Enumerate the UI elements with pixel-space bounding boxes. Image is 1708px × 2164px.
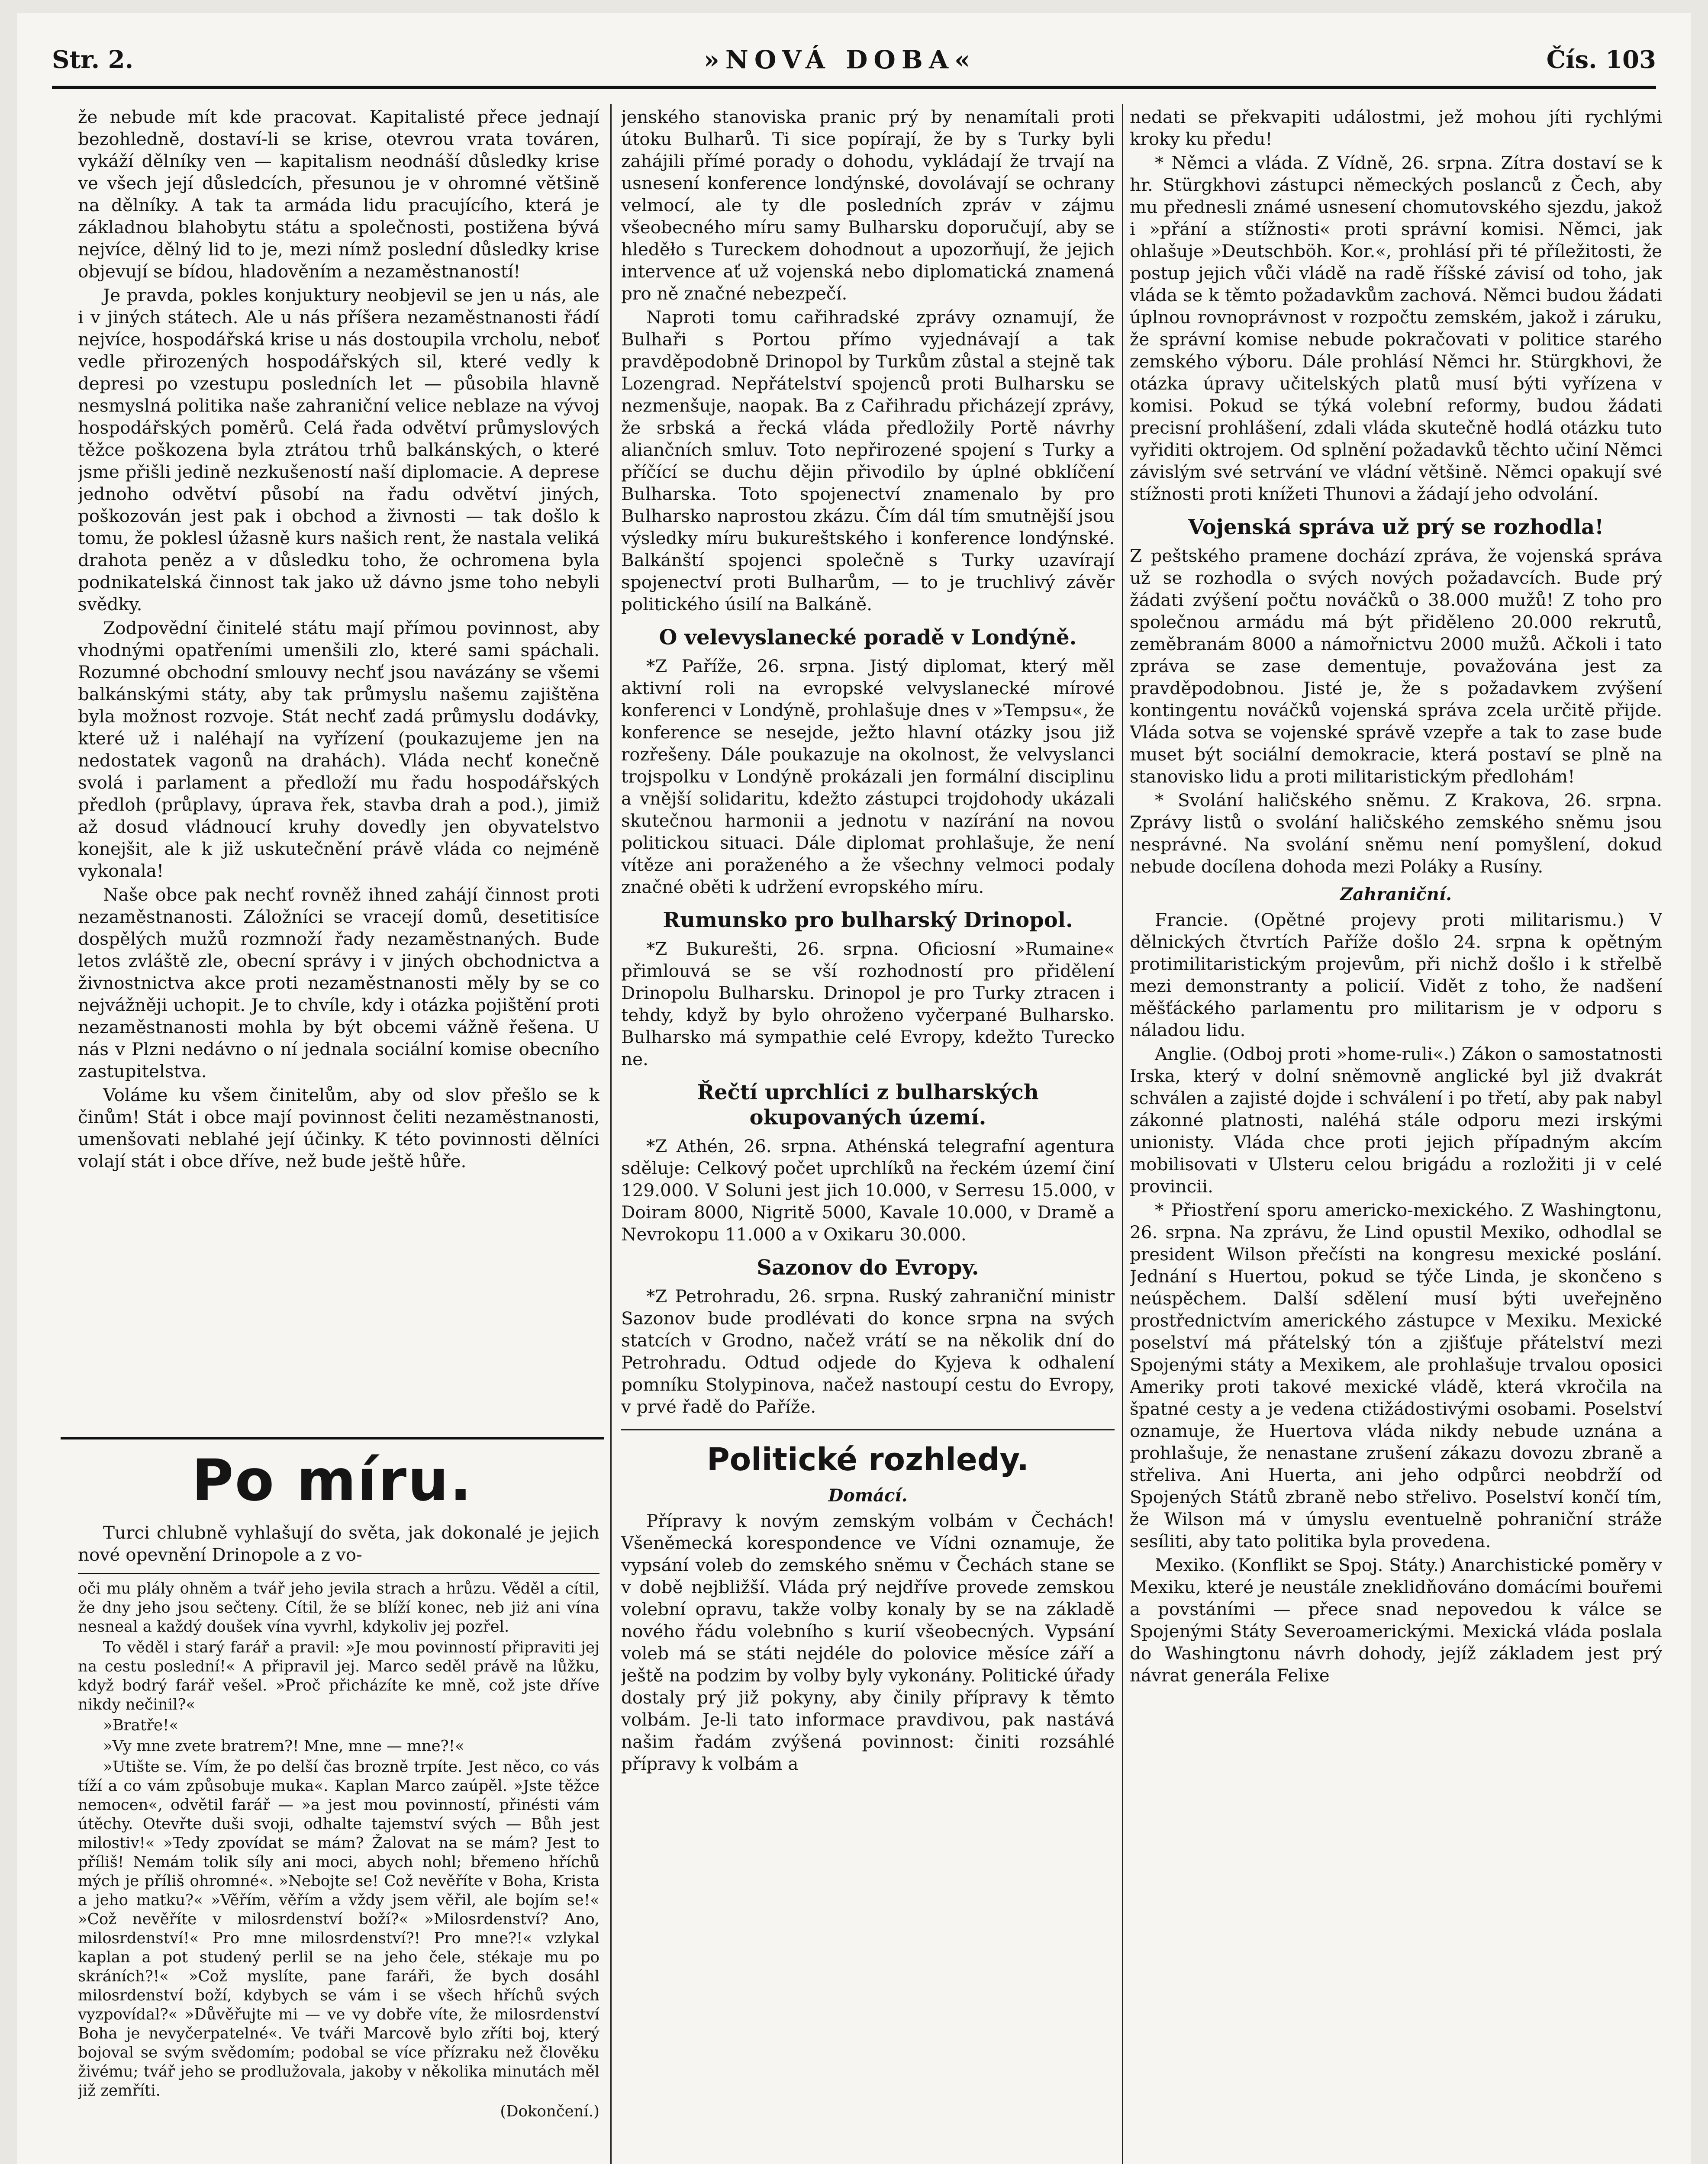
article-paragraph: že nebude mít kde pracovat. Kapitalisté přece jednají bezohledně, dostaví-li se krise, otevrou vrata továren, vykáží dělníky ven — kapitalism neodnáší důsledky krise ve všech její důsledcích, přesunou je v ohromné většině na dělníky. A tak ta armáda lidu pracujícího, která je základnou blahobytu státu a společnosti, postižena bývá nejvíce, dělný lid to je, mezi nímž poslední důsledky krise objevují se bídou, hladověním a nezaměstnaností! bbox=[78, 106, 599, 282]
section-rule bbox=[61, 1437, 604, 1439]
feuilleton-section bbox=[61, 1437, 604, 2164]
article-paragraph: Zodpovědní činitelé státu mají přímou povinnost, aby vhodnými opatřeními umenšili zlo, které sami spáchali. Rozumné obchodní smlouvy nechť jsou navázány se všemi balkánskými státy, aby tak průmyslu našemu zajištěna byla možnost rozvoje. Stát nechť zadá průmyslu dodávky, které už i naléhají na vyřízení (poukazujeme jen na nedostatek vagonů na drahách). Vláda nechť konečně svolá i parlament a předloží mu řadu hospodářských předloh (průplavy, úprava řek, stavba drah a pod.), jimiž až dosud vládnoucí kruhy dovedly jen obyvatelstvo konejšit, ale k již uskutečnění právě vláda co nejméně vykonala! bbox=[78, 618, 599, 881]
story-paragraph: To věděl i starý farář a pravil: »Je mou povinností připraviti jej na cestu poslední!« A připravil jej. Marco seděl právě na lůžku, když bodrý farář vešel. »Proč přicházíte ke mně, což jste dříve nikdy nečinil?« bbox=[78, 1639, 599, 1713]
newspaper-page bbox=[17, 13, 1691, 2164]
article-paragraph: *Z Athén, 26. srpna. Athénská telegrafní agentura sděluje: Celkový počet uprchlíků na řeckém území činí 129.000. V Soluni jest jich 10.000, v Serresu 15.000, v Doiram 8000, Nigritě 5000, Kavale 10.000, v Dramě a Nevrokopu 11.000 a v Oxikaru 30.000. bbox=[621, 1136, 1115, 1245]
section-rule bbox=[621, 1429, 1115, 1430]
article-paragraph: *Z Paříže, 26. srpna. Jistý diplomat, který měl aktivní roli na evropské velvyslanecké mírové konferenci v Londýně, prohlašuje dnes v »Tempsu«, že konference se nesejde, ježto hlavní otázky jsou již rozřešeny. Dále poukazuje na okolnost, že velvyslanci trojspolku v Londýně prokázali jen formální disciplinu a vnější solidaritu, kdežto zástupci trojdohody ukázali skutečnou harmonii a jednotu v nazírání na novou politickou situaci. Dále diplomat prohlašuje, že není vítěze ani poraženého a že všechny velmoci podaly značné oběti k udržení evropského míru. bbox=[621, 656, 1115, 897]
article-headline: Sazonov do Evropy. bbox=[757, 1256, 979, 1280]
feuilleton-story bbox=[78, 1579, 599, 2121]
issue-number: Čís. 103 bbox=[1546, 45, 1656, 74]
article-paragraph: Naproti tomu cařihradské zprávy oznamují, že Bulhaři s Portou přímo vyjednávají a tak pravděpodobně Drinopol by Turkům zůstal a stejně tak Lozengrad. Nepřátelství spojenců proti Bulharsku se nezmenšuje, naopak. Ba z Cařihradu přicházejí zprávy, že srbská a řecká vláda předložily Portě návrhy aliančních smluv. Toto nepřirozené spojení s Turky a příčící se duchu dějin přivodilo by úplné obklíčení Bulharska. Toto spojenectví znamenalo by pro Bulharsko naprostou zkázu. Čím dál tím smutnější jsou výsledky míru bukureštského i konference londýnské. Balkánští spojenci společně s Turky uzavírají spojenectví proti Bulharům, — to je truchlivý závěr politického úsilí na Balkáně. bbox=[621, 307, 1115, 615]
article-paragraph: Turci chlubně vyhlašují do světa, jak dokonalé je jejich nové opevnění Drinopole a z vo- bbox=[78, 1522, 599, 1565]
article-paragraph: nedati se překvapiti událostmi, jež mohou jíti rychlými kroky ku předu! bbox=[1130, 106, 1662, 149]
article-paragraph: *Z Petrohradu, 26. srpna. Ruský zahraniční ministr Sazonov bude prodlévati do konce srpna na svých statcích v Grodno, načež vrátí se na několik dní do Petrohradu. Odtud odjede do Kyjeva k odhalení pomníku Stolypinova, načež nastoupí cestu do Evropy, v prvé řadě do Paříže. bbox=[621, 1286, 1115, 1417]
article-paragraph: *Z Bukurešti, 26. srpna. Oficiosní »Rumaine« přimlouvá se se vší rozhodností pro přidělení Drinopolu Bulharsku. Drinopol je pro Turky ztracen i tehdy, když by bylo ohroženo vyčerpané Bulharsko. Bulharsko má sympathie celé Evropy, kdežto Turecko ne. bbox=[621, 938, 1115, 1069]
article-paragraph: Anglie. (Odboj proti »home-ruli«.) Zákon o samostatnosti Irska, který v dolní sněmovně anglické byl již dvakrát schválen a zajisté dojde i schválení i po třetí, aby pak nabyl zákonné platnosti, naléhá stále odporu mezi irskými unionisty. Vláda chce proti jejich případným akcím mobilisovati v Ulsteru celou brigádu a rozložiti ji v celé provincii. bbox=[1130, 1043, 1662, 1197]
masthead-title: »NOVÁ DOBA« bbox=[703, 45, 976, 74]
continuation-note: (Dokončení.) bbox=[500, 2103, 599, 2120]
article-paragraph: Z peštského pramene dochází zpráva, že vojenská správa už se rozhodla o svých nových požadavcích. Bude prý žádati zvýšení počtu nováčků o 38.000 mužů! Z toho pro společnou armádu má být přiděleno 20.000 rekrutů, zeměbranám 8000 a námořnictvu 2000 mužů. Ačkoli i tato zpráva se zase dementuje, považována jest za pravděpodobnou. Jisté je, že s požadavkem zvýšení kontingentu nováčků vojenská správa zcela určitě přijde. Vláda sotva se vojenské správě vzepře a tak to zase bude muset být sociální demokracie, která postaví se plně na stanovisko lidu a proti militaristickým předlohám! bbox=[1130, 545, 1662, 787]
column-divider bbox=[1122, 104, 1123, 2164]
story-paragraph: »Utište se. Vím, že po delší čas brozně trpíte. Jest něco, co vás tíží a co vám způsobuje muka«. Kaplan Marco zaúpěl. »Jste těžce nemocen«, odvětil farář — »a jest mou povinností, přinésti vám útěchy. Otevřte duši svoji, odhalte tajemství svých — Bůh jest milostiv!« »Tedy zpovídat se mám? Žalovat na se mám? Jest to příliš! Nemám tolik síly ani moci, abych nohl; břemeno hříchů mých je příliš ohromné«. »Nebojte se! Což nevěříte v Boha, Krista a jeho matku?« »Věřím, věřím a vždy jsem věřil, ale bojím se!« »Což nevěříte v milosrdenství boží?« »Milosrdenství? Ano, milosrdenství!« Pro mne milosrdenství?! Pro mne?!« vzlykal kaplan a pot studený perlil se na jeho čele, stékaje mu po skráních?!« »Což myslíte, pane faráři, že bych dosáhl milosrdenství boží, kdybych se vám i se všech hříchů svých vyzpovídal?« »Důvěřujte mi — ve vy dobře víte, že milosrdenství Boha je nevyčerpatelné«. Ve tváři Marcově bylo zříti boj, který bojoval se svým svědomím; podobal se více přízraku než člověku živému; tvář jeho se prodlužovala, jakoby v několika minutách měl již zemříti. bbox=[78, 1758, 599, 2100]
article-paragraph: Voláme ku všem činitelům, aby od slov přešlo se k činům! Stát i obce mají povinnost čeliti nezaměstnanosti, umenšovati neblahé její účinky. K této povinnosti dělníci volají stát i obce dříve, než bude ještě hůře. bbox=[78, 1085, 599, 1172]
column-right bbox=[1130, 106, 1662, 2164]
story-paragraph: »Vy mne zvete bratrem?! Mne, mne — mne?!« bbox=[103, 1737, 464, 1755]
feuilleton-title: Po míru. bbox=[191, 1447, 473, 1514]
feuilleton-body bbox=[78, 1522, 599, 2164]
article-paragraph: * Němci a vláda. Z Vídně, 26. srpna. Zítra dostaví se k hr. Stürgkhovi zástupci německých poslanců z Čech, aby mu přednesli známé usnesení chomutovského sjezdu, jakož i »přání a stížnosti« proti správní komisi. Němci, jak ohlašuje »Deutschböh. Kor.«, prohlásí při té příležitosti, že postup jejich vůči vládě na radě říšské závisí od toho, jak vláda se k těmto požadavkům zachová. Němci budou žádati úplnou rovnoprávnost v rozpočtu zemském, jakož i záruku, že správní komise nebude pokračovati v politice starého zemského výboru. Dále prohlásí Němci hr. Stürgkhovi, že otázka úpravy učitelských platů musí býti vyřízena v komisi. Pokud se týká volební reformy, budou žádati precisní prohlášení, zdali vláda skutečně hodlá otázku tuto vyřiditi oktrojem. Od splnění požadavků těchto učiní Němci závislým své setrvání ve vládní většině. Němci opakují své stížnosti proti knížeti Thunovi a žádají jeho odvolání. bbox=[1130, 152, 1662, 504]
article-headline: Řečtí uprchlíci z bulharských okupovaných území. bbox=[697, 1080, 1039, 1130]
story-paragraph: »Bratře!« bbox=[103, 1716, 179, 1734]
page-number: Str. 2. bbox=[52, 45, 134, 74]
article-paragraph: Je pravda, pokles konjuktury neobjevil se jen u nás, ale i v jiných státech. Ale u nás příšera nezaměstnanosti řádí nejvíce, hospodářská krise u nás dostoupila vrcholu, neboť vedle přirozených hospodářských sil, které vedly k depresi po vzestupu posledních let — působila hlavně nesmyslná politika naše zahraniční velice neblaze na vývoj hospodářských poměrů. Celá řada odvětví průmyslových těžce poškozena byla ztrátou trhů balkánských, o které jsme přišli jedině nezkušeností naší diplomacie. A deprese jednoho odvětví působí na řadu odvětví jiných, poškozován jest pak i obchod a živnosti — tak došlo k tomu, že poklesl úžasně kurs našich rent, že nastala veliká drahota peněz a v důsledku toho, že ochromena byla podnikatelská činnost tak jako už dávno jsme toho nebyli svědky. bbox=[78, 285, 599, 615]
column-middle bbox=[621, 106, 1115, 2164]
section-subheadline: Domácí. bbox=[828, 1485, 908, 1506]
article-paragraph: Naše obce pak nechť rovněž ihned zahájí činnost proti nezaměstnanosti. Záložníci se vracejí domů, desetitisíce dospělých mužů rozmnoží řady nezaměstnaných. Bude letos zvláště zle, obecní správy i v jiných obchodnictva a živnostnictva akce proti nezaměstnanosti měly by se co nejvážněji uchopit. Je to chvíle, kdy i otázka pojištění proti nezaměstnanosti mohla by být obcemi vážně řešena. U nás v Plzni nedávno o ní jednala sociální komise obecního zastupitelstva. bbox=[78, 884, 599, 1082]
article-paragraph: Mexiko. (Konflikt se Spoj. Státy.) Anarchistické poměry v Mexiku, které je neustále zneklidňováno domácími bouřemi a povstáními — přece snad nepovedou k válce se Spojenými Státy Severoamerickými. Mexická vláda poslala do Washingtonu návrh dohody, jejíž základem jest prý návrat generála Felixe bbox=[1130, 1555, 1662, 1686]
article-paragraph: * Svolání haličského sněmu. Z Krakova, 26. srpna. Zprávy listů o svolání haličského zemského sněmu jsou nesprávné. Na svolání sněmu není pomyšlení, dokud nebude docílena dohoda mezi Poláky a Rusíny. bbox=[1130, 790, 1662, 877]
article-headline: Vojenská správa už prý se rozhodla! bbox=[1188, 515, 1604, 539]
page-header bbox=[52, 39, 1656, 80]
header-rule bbox=[52, 86, 1656, 89]
section-rule bbox=[78, 1573, 599, 1574]
column-divider bbox=[610, 104, 612, 2164]
story-paragraph: oči mu plály ohněm a tvář jeho jevila strach a hrůzu. Věděl a cítil, že dny jeho jsou sečteny. Cítil, že se blíží konec, neb jiż ani vína nesneal a každý doušek vína vyvrhl, kdykoliv jej pozřel. bbox=[78, 1580, 599, 1636]
article-paragraph: Francie. (Opětné projevy proti militarismu.) V dělnických čtvrtích Paříže došlo 24. srpna k opětným protimilitaristickým projevům, při nichž došlo i k střelbě mezi demonstranty a policií. Vidět z toho, že nadšení měšťáckého parlamentu pro militarism je v odporu s náladou lidu. bbox=[1130, 909, 1662, 1040]
article-paragraph: Přípravy k novým zemským volbám v Čechách! Všeněmecká korespondence ve Vídni oznamuje, že vypsání voleb do zemského sněmu v Čechách stane se v době nejbližší. Vláda prý nejdříve provede zemskou volební opravu, takže volby konaly by se na základě nového řádu volebního s kurií všeobecných. Vypsání voleb má se státi nejdéle do polovice měsíce září a ještě na podzim by volby byly vykonány. Politické úřady dostaly prý již pokyny, aby činily přípravy k těmto volbám. Je-li tato informace pravdivou, pak nastává našim řadám zvýšená povinnost: činiti rozsáhlé přípravy k volbám a bbox=[621, 1510, 1115, 1774]
article-headline: O velevyslanecké poradě v Londýně. bbox=[659, 625, 1077, 650]
article-paragraph: jenského stanoviska pranic prý by nenamítali proti útoku Bulharů. Ti sice popírají, že by s Turky byli zahájili přímé porady o dohodu, vykládají že trvají na usnesení konference londýnské, dovolávají se ochrany velmocí, ale ty dle posledních zpráv v zájmu všeobecného míru samy Bulharsku doporučují, aby se hleděło s Tureckem dohodnout a upozorňují, že jejich intervence ať už vojenská nebo diplomatická znamená pro ně značné nebezpečí. bbox=[621, 106, 1115, 304]
section-subheadline: Zahraniční. bbox=[1340, 884, 1452, 905]
article-headline: Rumunsko pro bulharský Drinopol. bbox=[663, 908, 1073, 932]
section-headline: Politické rozhledy. bbox=[706, 1441, 1029, 1478]
article-paragraph: * Přiostření sporu americko-mexického. Z Washingtonu, 26. srpna. Na zprávu, že Lind opustil Mexiko, odhodlal se president Wilson přečísti na kongresu mexické poslání. Jednání s Huertou, pokud se týče Linda, je skončeno s neúspěchem. Další sdělení musí býti uveřejněno prostřednictvím amerického zástupce v Mexiku. Mexické poselství má přátelský tón a zjišťuje přátelství mezi Spojenými státy a Mexikem, ale prohlašuje trvalou oposici Ameriky proti takové mexické vládě, která vkročila na špatné cesty a je vedena ctižádostivými osobami. Poselství oznamuje, že Huertova vláda nikdy nebude uznána a prohlašuje, že nenastane zrušení zákazu dovozu zbraně a střeliva. Ani Huerta, ani jeho odpůrci neobdrží od Spojených Států zbraně nebo střelivo. Poselství končí tím, že Wilson má v úmyslu eventuelně pohraniční stráže sesíliti, aby tato politika byla provedena. bbox=[1130, 1200, 1662, 1552]
